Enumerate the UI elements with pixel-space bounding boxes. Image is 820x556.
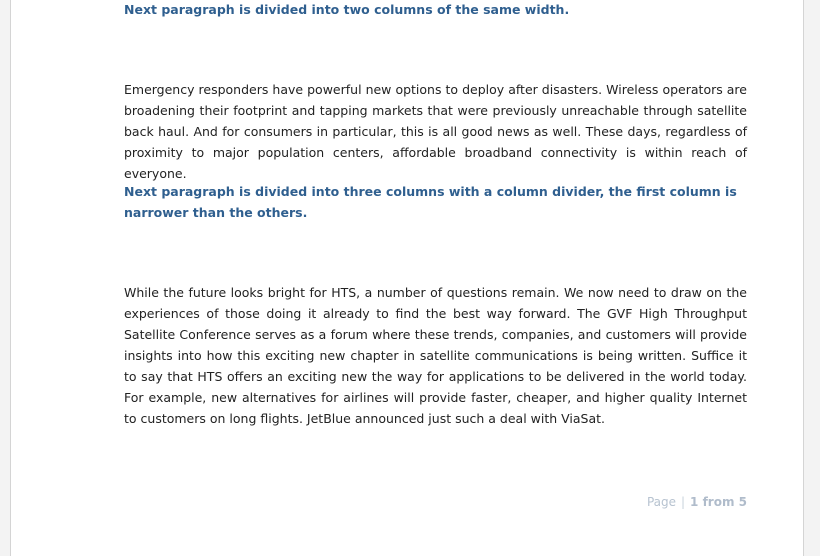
paragraph-emergency-responders: Emergency responders have powerful new options to deploy after disasters. Wireless operators are broadening their footprint and tapping markets that were previously unreachable through satellite back haul. And for consumers in particular, this is all good news as well. These days, regardless of proximity to major population centers, affordable broadband connectivity is within reach of everyone. <box>124 82 747 181</box>
page-separator: | <box>681 495 686 509</box>
page-footer <box>124 492 747 512</box>
paragraph-hts-future: While the future looks bright for HTS, a number of questions remain. We now need to draw on the experiences of those doing it already to find the best way forward. The GVF High Throughput Satellite Conference serves as a forum where these trends, companies, and customers will provide insights into how this exciting new chapter in satellite communications is being written. Suffice it to say that HTS offers an exciting new the way for applications to be delivered in the world today. For example, new alternatives for airlines will provide faster, cheaper, and higher quality Internet to customers on long flights. JetBlue announced just such a deal with ViaSat. <box>124 285 747 426</box>
page-label: Page <box>646 495 676 509</box>
document-page <box>10 0 804 556</box>
heading-three-columns: Next paragraph is divided into three columns with a column divider, the first column is narrower than the others. <box>124 184 737 220</box>
heading-two-columns: Next paragraph is divided into two columns of the same width. <box>124 2 570 17</box>
page-number: 1 from 5 <box>690 495 747 509</box>
